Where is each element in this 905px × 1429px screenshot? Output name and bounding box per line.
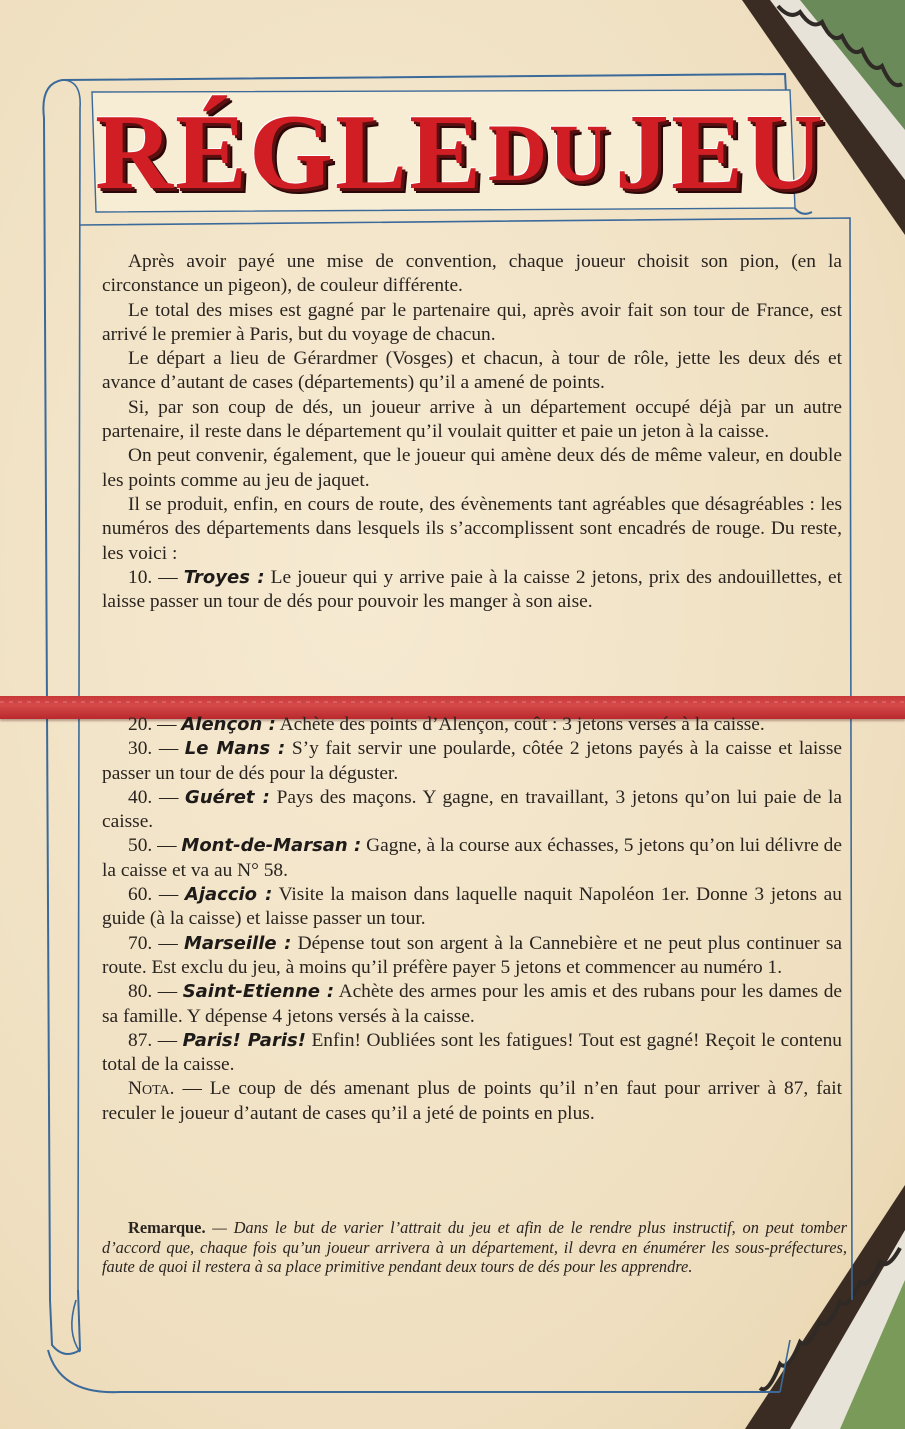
entry-place: Ajaccio : bbox=[184, 884, 273, 906]
nota-label: Nota. bbox=[128, 1078, 175, 1100]
entry-place: Marseille : bbox=[184, 932, 292, 954]
entry-place: Le Mans : bbox=[184, 738, 286, 760]
remark-text: — Dans le but de varier l’attrait du jeu et afin de le rendre plus instructif, on peut tomber d’accord que, chaque fois qu’un joueur arrivera à un département, il devra en énumérer les sous-préfectures, faute de quoi il restera à sa place primitive pendant deux tours de dés pour les apprendre. bbox=[102, 1218, 847, 1276]
entry-number: 70. — bbox=[128, 932, 178, 954]
rule-entry-le-mans bbox=[102, 737, 842, 786]
rule-entry-alencon bbox=[102, 713, 842, 737]
nota-paragraph bbox=[102, 1077, 842, 1126]
rule-entry-saint-etienne bbox=[102, 980, 842, 1029]
intro-paragraph: Le total des mises est gagné par le partenaire qui, après avoir fait son tour de France, est arrivé le premier à Paris, but du voyage de chacun. bbox=[102, 299, 842, 345]
intro-paragraph: Il se produit, enfin, en cours de route, des évènements tant agréables que désagréables : les numéros des départements dans lesquels ils s’accomplissent sont encadrés de rouge. Du reste, les voici : bbox=[102, 493, 842, 564]
entry-text: S’y fait servir une poularde, côtée 2 jetons payés à la caisse et laisse passer un tour de dés pour la déguster. bbox=[102, 738, 842, 784]
entry-text: Achète des points d’Alençon, coût : 3 jetons versés à la caisse. bbox=[279, 714, 765, 735]
entry-place: Troyes : bbox=[183, 566, 265, 588]
entry-place: Guéret : bbox=[185, 786, 270, 808]
entry-number: 20. — bbox=[128, 714, 177, 735]
entry-text: Le joueur qui y arrive paie à la caisse 2 jetons, prix des andouillettes, et laisse passer un tour de dés pour pouvoir les manger à son aise. bbox=[102, 566, 842, 613]
entry-place: Alençon : bbox=[181, 714, 276, 735]
entry-number: 60. — bbox=[128, 884, 179, 906]
title-word-jeu: JEU bbox=[614, 93, 825, 212]
entry-number: 10. — bbox=[128, 566, 178, 588]
rules-intro bbox=[102, 250, 842, 614]
entry-number: 50. — bbox=[128, 835, 177, 857]
page-title bbox=[95, 88, 825, 218]
entry-text: Pays des maçons. Y gagne, en travaillant, 3 jetons qu’on lui paie de la caisse. bbox=[102, 786, 842, 833]
rules-list bbox=[102, 713, 842, 1126]
intro-paragraph: Le départ a lieu de Gérardmer (Vosges) et chacun, à tour de rôle, jette les deux dés et avance d’autant de cases (départements) qu’il a amené de points. bbox=[102, 348, 842, 394]
entry-text: Visite la maison dans laquelle naquit Napoléon 1er. Donne 3 jetons au guide (à la caisse) et laisse passer un tour. bbox=[102, 884, 842, 930]
rule-entry-paris bbox=[102, 1029, 842, 1078]
entry-number: 87. — bbox=[128, 1029, 178, 1051]
entry-place: Saint-Etienne : bbox=[182, 981, 335, 1003]
entry-place: Mont-de-Marsan : bbox=[181, 835, 362, 857]
entry-number: 30. — bbox=[128, 738, 179, 760]
entry-number: 40. — bbox=[128, 786, 179, 808]
nota-text: — Le coup de dés amenant plus de points qu’il n’en faut pour arriver à 87, fait reculer le joueur d’autant de cases qu’il a jeté de points en plus. bbox=[102, 1078, 843, 1124]
title-word-regle: RÉGLE bbox=[95, 93, 484, 212]
remark-paragraph bbox=[102, 1218, 847, 1277]
entry-number: 80. — bbox=[128, 981, 178, 1003]
entry-text: Dépense tout son argent à la Cannebière et ne peut plus continuer sa route. Est exclu du jeu, à moins qu’il préfère payer 5 jetons et commencer au numéro 1. bbox=[102, 932, 842, 978]
rule-entry-troyes bbox=[102, 566, 842, 615]
entry-text: Enfin! Oubliées sont les fatigues! Tout est gagné! Reçoit le contenu total de la caisse. bbox=[102, 1029, 842, 1076]
entry-text: Achète des armes pour les amis et des rubans pour les dames de sa famille. Y dépense 4 jetons versés à la caisse. bbox=[102, 981, 843, 1027]
remark-label: Remarque. bbox=[128, 1218, 206, 1237]
intro-paragraph: On peut convenir, également, que le joueur qui amène deux dés de même valeur, en double les points comme au jeu de jaquet. bbox=[102, 445, 842, 491]
title-word-du: DU bbox=[487, 107, 611, 198]
rule-entry-mont-de-marsan bbox=[102, 834, 842, 883]
rule-entry-gueret bbox=[102, 786, 842, 835]
rule-entry-ajaccio bbox=[102, 883, 842, 932]
rule-entry-marseille bbox=[102, 932, 842, 981]
entry-place: Paris! Paris! bbox=[182, 1029, 306, 1051]
entry-text: Gagne, à la course aux échasses, 5 jetons qu’on lui délivre de la caisse et va au N° 58. bbox=[102, 835, 842, 881]
intro-paragraph: Si, par son coup de dés, un joueur arrive à un département occupé déjà par un autre partenaire, il reste dans le département qu’il voulait quitter et paie un jeton à la caisse. bbox=[102, 396, 842, 443]
intro-paragraph: Après avoir payé une mise de convention, chaque joueur choisit son pion, (en la circonstance un pigeon), de couleur différente. bbox=[102, 251, 842, 297]
